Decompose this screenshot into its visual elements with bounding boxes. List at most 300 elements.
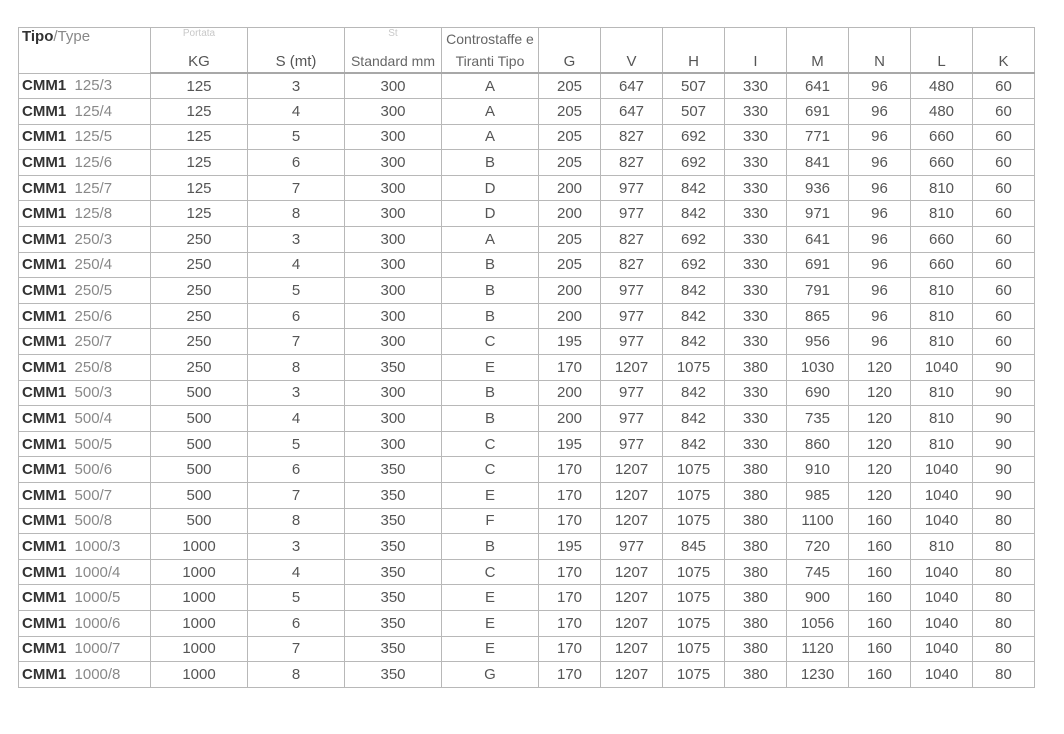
- value-cell: 330: [725, 201, 787, 227]
- table-row: [19, 585, 1035, 611]
- value-cell: 6: [248, 150, 345, 176]
- model-series: CMM1: [22, 282, 67, 300]
- value-cell: 300: [345, 406, 442, 432]
- value-cell: 90: [973, 483, 1035, 509]
- model-size: 250/4: [74, 256, 113, 274]
- model-series: CMM1: [22, 256, 67, 274]
- model-series: CMM1: [22, 512, 67, 530]
- model-size: 500/8: [74, 512, 113, 530]
- table-row: [19, 457, 1035, 483]
- value-cell: 330: [725, 99, 787, 125]
- value-cell: 170: [539, 636, 601, 662]
- value-cell: 80: [973, 559, 1035, 585]
- table-row: [19, 534, 1035, 560]
- table-row: [19, 380, 1035, 406]
- table-row: [19, 610, 1035, 636]
- value-cell: 1000: [151, 585, 248, 611]
- value-cell: 195: [539, 329, 601, 355]
- value-cell: 660: [911, 227, 973, 253]
- value-cell: 90: [973, 380, 1035, 406]
- model-cell: [19, 431, 151, 457]
- table-row: [19, 278, 1035, 304]
- value-cell: 60: [973, 99, 1035, 125]
- value-cell: 810: [911, 534, 973, 560]
- value-cell: 660: [911, 150, 973, 176]
- value-cell: 500: [151, 431, 248, 457]
- value-cell: 977: [601, 329, 663, 355]
- model-cell: [19, 150, 151, 176]
- value-cell: 1040: [911, 355, 973, 381]
- value-cell: 60: [973, 278, 1035, 304]
- value-cell: 1000: [151, 559, 248, 585]
- model-series: CMM1: [22, 384, 67, 402]
- model-size: 125/5: [74, 128, 113, 146]
- value-cell: 1040: [911, 508, 973, 534]
- col-header-n: N: [849, 50, 911, 73]
- table-row: [19, 406, 1035, 432]
- model-size: 500/5: [74, 435, 113, 453]
- value-cell: 692: [663, 227, 725, 253]
- value-cell: 300: [345, 175, 442, 201]
- value-cell: B: [442, 278, 539, 304]
- value-cell: 170: [539, 457, 601, 483]
- value-cell: 330: [725, 329, 787, 355]
- table-row: [19, 508, 1035, 534]
- value-cell: 96: [849, 252, 911, 278]
- value-cell: D: [442, 201, 539, 227]
- value-cell: 380: [725, 610, 787, 636]
- model-size: 1000/3: [74, 537, 121, 555]
- value-cell: 160: [849, 534, 911, 560]
- value-cell: 60: [973, 175, 1035, 201]
- model-cell: [19, 252, 151, 278]
- model-cell: [19, 99, 151, 125]
- value-cell: 691: [787, 252, 849, 278]
- value-cell: 3: [248, 73, 345, 99]
- value-cell: 1075: [663, 662, 725, 688]
- model-series: CMM1: [22, 154, 67, 172]
- value-cell: 500: [151, 380, 248, 406]
- model-series: CMM1: [22, 333, 67, 351]
- value-cell: 125: [151, 73, 248, 99]
- model-series: CMM1: [22, 486, 67, 504]
- value-cell: 80: [973, 662, 1035, 688]
- value-cell: 205: [539, 73, 601, 99]
- value-cell: 977: [601, 534, 663, 560]
- value-cell: 7: [248, 483, 345, 509]
- value-cell: 350: [345, 483, 442, 509]
- value-cell: 60: [973, 124, 1035, 150]
- col-header-v: V: [601, 50, 663, 73]
- standard-faint-header: St: [345, 28, 442, 51]
- model-series: CMM1: [22, 307, 67, 325]
- value-cell: 330: [725, 175, 787, 201]
- value-cell: 971: [787, 201, 849, 227]
- col-header-l: L: [911, 50, 973, 73]
- capacity-header: KG: [151, 50, 248, 73]
- value-cell: 300: [345, 303, 442, 329]
- model-size: 125/6: [74, 154, 113, 172]
- value-cell: 6: [248, 457, 345, 483]
- value-cell: 1000: [151, 610, 248, 636]
- value-cell: 300: [345, 124, 442, 150]
- value-cell: 380: [725, 508, 787, 534]
- value-cell: 120: [849, 380, 911, 406]
- value-cell: 300: [345, 431, 442, 457]
- value-cell: 80: [973, 534, 1035, 560]
- model-series: CMM1: [22, 205, 67, 223]
- value-cell: 841: [787, 150, 849, 176]
- model-size: 250/7: [74, 333, 113, 351]
- value-cell: 300: [345, 278, 442, 304]
- value-cell: 205: [539, 150, 601, 176]
- value-cell: 1075: [663, 610, 725, 636]
- model-series: CMM1: [22, 589, 67, 607]
- value-cell: 480: [911, 73, 973, 99]
- value-cell: 1075: [663, 585, 725, 611]
- model-series: CMM1: [22, 358, 67, 376]
- col-header-k: K: [973, 50, 1035, 73]
- model-series: CMM1: [22, 128, 67, 146]
- value-cell: 1040: [911, 610, 973, 636]
- value-cell: 250: [151, 278, 248, 304]
- value-cell: 330: [725, 278, 787, 304]
- value-cell: 96: [849, 227, 911, 253]
- value-cell: C: [442, 457, 539, 483]
- type-header-rest: /Type: [53, 28, 91, 45]
- value-cell: 7: [248, 329, 345, 355]
- value-cell: A: [442, 73, 539, 99]
- table-row: [19, 329, 1035, 355]
- value-cell: 120: [849, 431, 911, 457]
- model-size: 125/3: [74, 77, 113, 95]
- value-cell: 200: [539, 175, 601, 201]
- value-cell: 96: [849, 201, 911, 227]
- table-row: [19, 150, 1035, 176]
- value-cell: 300: [345, 99, 442, 125]
- value-cell: 96: [849, 303, 911, 329]
- model-cell: [19, 73, 151, 99]
- model-cell: [19, 201, 151, 227]
- value-cell: 250: [151, 252, 248, 278]
- table-row: [19, 175, 1035, 201]
- col-header-i: I: [725, 50, 787, 73]
- value-cell: 96: [849, 175, 911, 201]
- value-cell: 60: [973, 303, 1035, 329]
- value-cell: B: [442, 380, 539, 406]
- value-cell: 977: [601, 175, 663, 201]
- value-cell: 120: [849, 406, 911, 432]
- value-cell: 5: [248, 585, 345, 611]
- model-size: 500/3: [74, 384, 113, 402]
- value-cell: 1075: [663, 508, 725, 534]
- model-series: CMM1: [22, 640, 67, 658]
- model-size: 250/6: [74, 307, 113, 325]
- value-cell: 380: [725, 636, 787, 662]
- value-cell: 330: [725, 380, 787, 406]
- table-row: [19, 662, 1035, 688]
- value-cell: 96: [849, 278, 911, 304]
- value-cell: E: [442, 636, 539, 662]
- value-cell: 1207: [601, 662, 663, 688]
- value-cell: 60: [973, 252, 1035, 278]
- model-cell: [19, 610, 151, 636]
- type-header: [19, 28, 151, 74]
- value-cell: 827: [601, 124, 663, 150]
- value-cell: 1040: [911, 636, 973, 662]
- value-cell: 865: [787, 303, 849, 329]
- value-cell: 96: [849, 99, 911, 125]
- value-cell: 60: [973, 227, 1035, 253]
- model-cell: [19, 585, 151, 611]
- value-cell: 1207: [601, 508, 663, 534]
- value-cell: 170: [539, 662, 601, 688]
- value-cell: 195: [539, 534, 601, 560]
- value-cell: 300: [345, 380, 442, 406]
- value-cell: 350: [345, 559, 442, 585]
- value-cell: 4: [248, 99, 345, 125]
- value-cell: 160: [849, 508, 911, 534]
- value-cell: 330: [725, 303, 787, 329]
- value-cell: 3: [248, 534, 345, 560]
- value-cell: 4: [248, 559, 345, 585]
- value-cell: 300: [345, 73, 442, 99]
- value-cell: 827: [601, 150, 663, 176]
- value-cell: 641: [787, 227, 849, 253]
- value-cell: E: [442, 585, 539, 611]
- value-cell: 160: [849, 662, 911, 688]
- table-row: [19, 559, 1035, 585]
- value-cell: 160: [849, 610, 911, 636]
- value-cell: 330: [725, 150, 787, 176]
- value-cell: 125: [151, 150, 248, 176]
- value-cell: 250: [151, 355, 248, 381]
- value-cell: 1000: [151, 534, 248, 560]
- value-cell: 330: [725, 406, 787, 432]
- model-cell: [19, 227, 151, 253]
- model-series: CMM1: [22, 537, 67, 555]
- model-size: 125/4: [74, 102, 113, 120]
- value-cell: 4: [248, 406, 345, 432]
- value-cell: 1207: [601, 355, 663, 381]
- type-header-bold: Tipo: [22, 28, 54, 45]
- value-cell: 380: [725, 355, 787, 381]
- value-cell: A: [442, 124, 539, 150]
- value-cell: 350: [345, 662, 442, 688]
- value-cell: 200: [539, 406, 601, 432]
- value-cell: 641: [787, 73, 849, 99]
- value-cell: 350: [345, 585, 442, 611]
- value-cell: 6: [248, 610, 345, 636]
- model-cell: [19, 278, 151, 304]
- value-cell: B: [442, 534, 539, 560]
- value-cell: C: [442, 559, 539, 585]
- value-cell: 300: [345, 227, 442, 253]
- value-cell: 977: [601, 380, 663, 406]
- value-cell: 80: [973, 636, 1035, 662]
- model-size: 250/3: [74, 230, 113, 248]
- model-series: CMM1: [22, 230, 67, 248]
- value-cell: 1075: [663, 559, 725, 585]
- value-cell: 690: [787, 380, 849, 406]
- value-cell: 845: [663, 534, 725, 560]
- table-row: [19, 636, 1035, 662]
- value-cell: 842: [663, 175, 725, 201]
- value-cell: 330: [725, 73, 787, 99]
- model-cell: [19, 559, 151, 585]
- value-cell: 1207: [601, 483, 663, 509]
- value-cell: B: [442, 406, 539, 432]
- value-cell: 791: [787, 278, 849, 304]
- value-cell: 120: [849, 457, 911, 483]
- table-row: [19, 201, 1035, 227]
- value-cell: 350: [345, 534, 442, 560]
- value-cell: 1207: [601, 559, 663, 585]
- value-cell: 125: [151, 175, 248, 201]
- capacity-faint-header: Portata: [151, 28, 248, 51]
- value-cell: 330: [725, 431, 787, 457]
- value-cell: 60: [973, 329, 1035, 355]
- value-cell: 330: [725, 227, 787, 253]
- value-cell: 977: [601, 303, 663, 329]
- value-cell: 60: [973, 73, 1035, 99]
- value-cell: 200: [539, 303, 601, 329]
- model-size: 500/7: [74, 486, 113, 504]
- value-cell: 692: [663, 252, 725, 278]
- value-cell: 1000: [151, 636, 248, 662]
- value-cell: 500: [151, 483, 248, 509]
- value-cell: 1075: [663, 355, 725, 381]
- value-cell: 5: [248, 278, 345, 304]
- value-cell: 936: [787, 175, 849, 201]
- value-cell: 8: [248, 508, 345, 534]
- value-cell: 90: [973, 431, 1035, 457]
- model-series: CMM1: [22, 179, 67, 197]
- value-cell: 170: [539, 355, 601, 381]
- value-cell: 300: [345, 201, 442, 227]
- value-cell: 1100: [787, 508, 849, 534]
- value-cell: 1075: [663, 483, 725, 509]
- value-cell: 96: [849, 150, 911, 176]
- model-cell: [19, 662, 151, 688]
- value-cell: 205: [539, 124, 601, 150]
- value-cell: 827: [601, 227, 663, 253]
- value-cell: 250: [151, 303, 248, 329]
- value-cell: 842: [663, 406, 725, 432]
- value-cell: 330: [725, 252, 787, 278]
- value-cell: 8: [248, 662, 345, 688]
- model-size: 500/4: [74, 410, 113, 428]
- value-cell: 160: [849, 585, 911, 611]
- value-cell: 842: [663, 278, 725, 304]
- value-cell: F: [442, 508, 539, 534]
- model-size: 1000/5: [74, 589, 121, 607]
- model-size: 125/7: [74, 179, 113, 197]
- value-cell: C: [442, 329, 539, 355]
- value-cell: 125: [151, 124, 248, 150]
- value-cell: 90: [973, 406, 1035, 432]
- value-cell: 1075: [663, 457, 725, 483]
- value-cell: 380: [725, 662, 787, 688]
- bracket-header-line1: Controstaffe e: [442, 28, 539, 51]
- value-cell: 1207: [601, 457, 663, 483]
- value-cell: E: [442, 483, 539, 509]
- value-cell: 500: [151, 457, 248, 483]
- value-cell: 900: [787, 585, 849, 611]
- model-series: CMM1: [22, 461, 67, 479]
- value-cell: B: [442, 252, 539, 278]
- value-cell: B: [442, 303, 539, 329]
- value-cell: 170: [539, 483, 601, 509]
- model-size: 1000/4: [74, 563, 121, 581]
- value-cell: 842: [663, 431, 725, 457]
- value-cell: 200: [539, 380, 601, 406]
- value-cell: 647: [601, 73, 663, 99]
- value-cell: 842: [663, 329, 725, 355]
- value-cell: 810: [911, 278, 973, 304]
- value-cell: 7: [248, 636, 345, 662]
- value-cell: 1207: [601, 585, 663, 611]
- value-cell: 977: [601, 431, 663, 457]
- value-cell: 60: [973, 201, 1035, 227]
- value-cell: 170: [539, 610, 601, 636]
- table-row: [19, 431, 1035, 457]
- table-row: [19, 73, 1035, 99]
- value-cell: A: [442, 227, 539, 253]
- value-cell: 380: [725, 457, 787, 483]
- model-cell: [19, 175, 151, 201]
- value-cell: 96: [849, 124, 911, 150]
- value-cell: 350: [345, 636, 442, 662]
- model-cell: [19, 534, 151, 560]
- value-cell: 842: [663, 303, 725, 329]
- table-row: [19, 227, 1035, 253]
- value-cell: 330: [725, 124, 787, 150]
- value-cell: 1230: [787, 662, 849, 688]
- value-cell: E: [442, 610, 539, 636]
- model-series: CMM1: [22, 102, 67, 120]
- value-cell: 956: [787, 329, 849, 355]
- value-cell: 250: [151, 227, 248, 253]
- value-cell: 300: [345, 329, 442, 355]
- value-cell: 60: [973, 150, 1035, 176]
- value-cell: 660: [911, 124, 973, 150]
- value-cell: 660: [911, 252, 973, 278]
- value-cell: 195: [539, 431, 601, 457]
- value-cell: 350: [345, 355, 442, 381]
- value-cell: 810: [911, 303, 973, 329]
- col-header-h: H: [663, 50, 725, 73]
- value-cell: 80: [973, 508, 1035, 534]
- value-cell: 8: [248, 201, 345, 227]
- model-size: 1000/8: [74, 665, 121, 683]
- model-cell: [19, 457, 151, 483]
- value-cell: 977: [601, 406, 663, 432]
- value-cell: 200: [539, 201, 601, 227]
- model-cell: [19, 303, 151, 329]
- value-cell: 735: [787, 406, 849, 432]
- value-cell: 160: [849, 636, 911, 662]
- value-cell: 90: [973, 355, 1035, 381]
- value-cell: 692: [663, 124, 725, 150]
- value-cell: 3: [248, 227, 345, 253]
- value-cell: 4: [248, 252, 345, 278]
- value-cell: 170: [539, 585, 601, 611]
- value-cell: 810: [911, 431, 973, 457]
- model-cell: [19, 124, 151, 150]
- value-cell: B: [442, 150, 539, 176]
- value-cell: 647: [601, 99, 663, 125]
